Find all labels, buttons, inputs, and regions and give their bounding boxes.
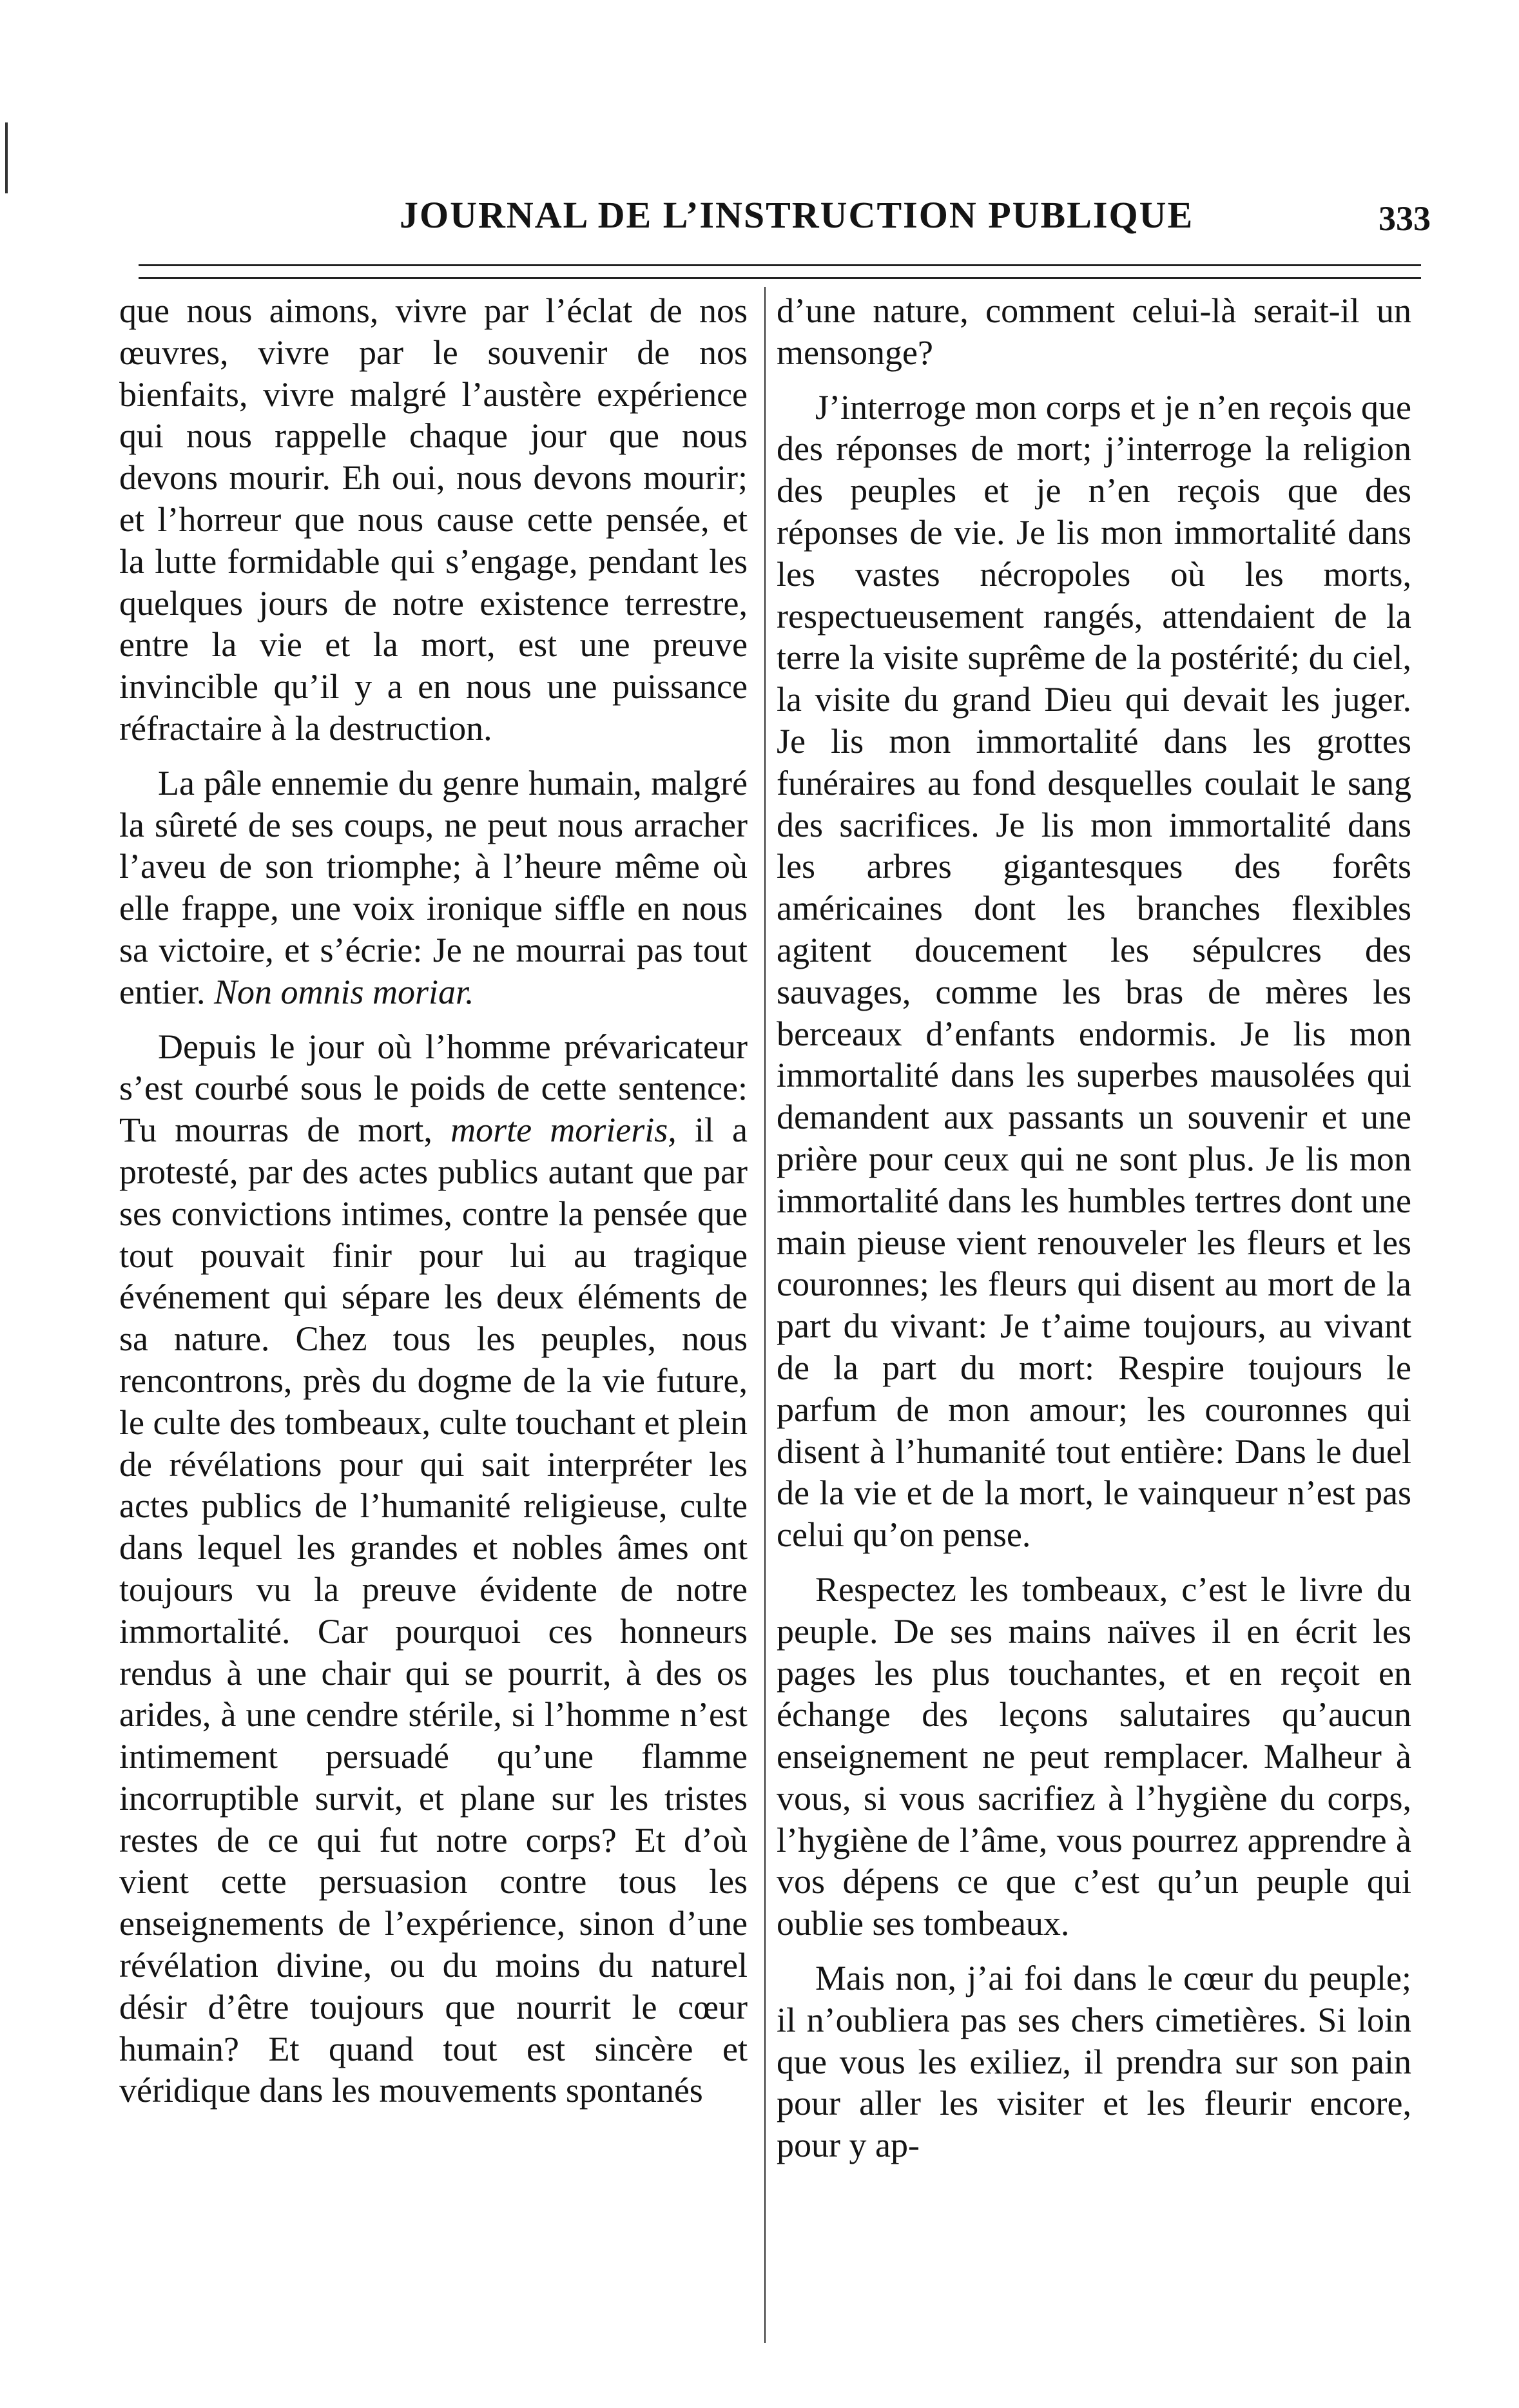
right-paragraph-1: d’une nature, comment celui-là serait-il un mensonge? [777, 291, 1411, 372]
page-header [129, 193, 1431, 251]
right-paragraph-2: J’interroge mon corps et je n’en reçois que des réponses de mort; j’interroge la religion des peuples et je n’en reçois que des réponses de vie. Je lis mon immortalité dans les vastes nécropoles où les morts, respectueusement rangés, attendaient de la terre la visite suprême de la postérité; du ciel, la visite du grand Dieu qui devait les juger. Je lis mon immortalité dans les grottes funéraires au fond desquelles coulait le sang des sacrifices. Je lis mon immortalité dans les arbres gigantesques des forêts américaines dont les branches flexibles agitent doucement les sépulcres des sauvages, comme les bras de mères les berceaux d’enfants endormis. Je lis mon immortalité dans les superbes mausolées qui demandent aux passants un souvenir et une prière pour ceux qui ne sont plus. Je lis mon immortalité dans les humbles tertres dont une main pieuse vient renouveler les fleurs et les couronnes; les fleurs qui disent au mort de la part du vivant: Je t’aime toujours, au vivant de la part du mort: Respire toujours le parfum de mon amour; les couronnes qui disent à l’humanité tout entière: Dans le duel de la vie et de la mort, le vainqueur n’est pas celui qu’on pense. [777, 387, 1411, 1555]
right-paragraph-3: Respectez les tombeaux, c’est le livre du peuple. De ses mains naïves il en écrit les pages les plus touchantes, et en reçoit en échange des leçons salutaires qu’aucun enseignement ne peut remplacer. Malheur à vous, si vous sacrifiez à l’hygiène du corps, l’hygiène de l’âme, vous pourrez apprendre à vos dépens ce que c’est qu’un peuple qui oublie ses tombeaux. [777, 1569, 1411, 1943]
header-rule-top [139, 264, 1421, 266]
margin-mark [5, 122, 8, 193]
right-paragraph-4: Mais non, j’ai foi dans le cœur du peuple; il n’oubliera pas ses chers cimetières. Si loin que vous les exiliez, il prendra sur son pain pour aller les visiter et les fleurir encore, pour y ap- [777, 1959, 1411, 2165]
left-paragraph-3 [119, 1026, 748, 2112]
header-rule-bottom [139, 277, 1421, 279]
left-paragraph-2-text: La pâle ennemie du genre humain, malgré la sûreté de ses coups, ne peut nous arracher l’aveu de son triomphe; à l’heure même où elle frappe, une voix ironique siffle en nous sa victoire, et s’écrie: Je ne mourrai pas tout entier. [119, 763, 748, 1011]
left-paragraph-3-text-b: il a protesté, par des actes publics autant que par ses convictions intimes, contre la pensée que tout pouvait finir pour lui au tragique événement qui sépare les deux éléments de sa nature. Chez tous les peuples, nous rencontrons, près du dogme de la vie future, le culte des tombeaux, culte touchant et plein de révélations pour qui sait interpréter les actes publics de l’humanité religieuse, culte dans lequel les grandes et nobles âmes ont toujours vu la preuve évidente de notre immortalité. Car pourquoi ces honneurs rendus à une chair qui se pourrit, à des os arides, à une cendre stérile, si l’homme n’est intimement persuadé qu’une flamme incorruptible survit, et plane sur les tristes restes de ce qui fut notre corps? Et d’où vient cette persuasion contre tous les enseignements de l’expérience, sinon d’une révélation divine, ou du moins du naturel désir d’être toujours que nourrit le cœur humain? Et quand tout est sincère et véridique dans les mouvements spontanés [119, 1111, 748, 2110]
left-paragraph-2 [119, 762, 748, 1013]
left-paragraph-3-text-a: Depuis le jour où l’homme prévaricateur s’est courbé sous le poids de cette sentence: Tu mourras de mort, [119, 1027, 748, 1150]
page-number: 333 [1379, 199, 1431, 238]
left-paragraph-3-latin: morte morieris, [450, 1111, 677, 1150]
column-divider [764, 287, 766, 2343]
left-paragraph-2-latin: Non omnis moriar. [213, 972, 474, 1011]
right-column [777, 290, 1411, 2408]
left-paragraph-1: que nous aimons, vivre par l’éclat de nos œuvres, vivre par le souvenir de nos bienfaits, vivre malgré l’austère expérience qui nous rappelle chaque jour que nous devons mourir. Eh oui, nous devons mourir; et l’horreur que nous cause cette pensée, et la lutte formidable qui s’engage, pendant les quelques jours de notre existence terrestre, entre la vie et la mort, est une preuve invincible qu’il y a en nous une puissance réfractaire à la destruction. [119, 291, 748, 748]
left-column [119, 290, 748, 2408]
running-title: JOURNAL DE L’INSTRUCTION PUBLIQUE [400, 194, 1194, 236]
